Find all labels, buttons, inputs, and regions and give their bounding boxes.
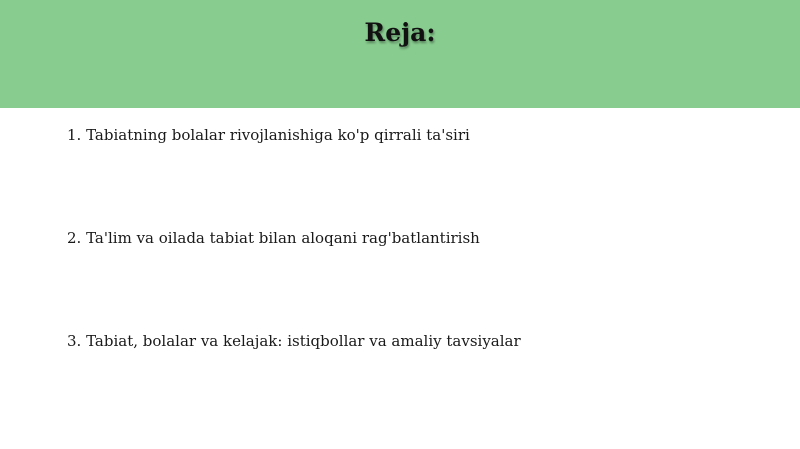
plan-list: [67, 125, 521, 351]
plan-item-1: 1. Tabiatning bolalar rivojlanishiga ko'p qirrali ta'siri: [67, 126, 470, 144]
plan-item-3: 3. Tabiat, bolalar va kelajak: istiqbollar va amaliy tavsiyalar: [67, 332, 521, 350]
plan-item-2: 2. Ta'lim va oilada tabiat bilan aloqani rag'batlantirish: [67, 229, 480, 247]
slide-title: Reja:: [364, 18, 436, 47]
header-band: [0, 0, 800, 108]
